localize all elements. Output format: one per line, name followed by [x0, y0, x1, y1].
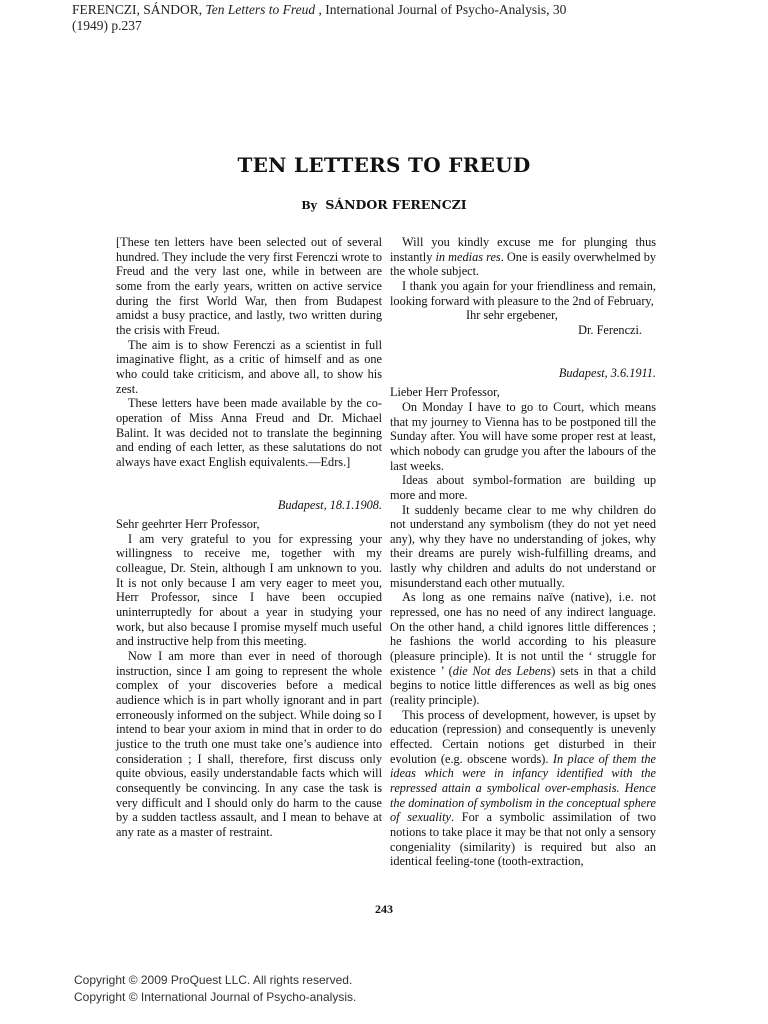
right-column [390, 235, 656, 869]
letter-paragraph [390, 235, 656, 279]
copyright-notice [74, 972, 356, 1006]
italic-text: die Not des Lebens [452, 663, 552, 678]
editor-intro-paragraph: [These ten letters have been selected out of several hundred. They include the very first Ferenczi wrote to Freud and the very last one, while in between are some from the early years, written on active service during the first World War, then from Budapest amidst a busy practice, and lastly, two written during the crisis with Freud. [116, 235, 382, 337]
letter-paragraph: Now I am more than ever in need of thorough instruction, since I am going to represent the whole complex of your discoveries before a medical audience which is in part wholly ignorant and in part erroneously informed on the subject. While doing so I intend to bear your axiom in mind that in order to do justice to the truth one must take one’s audience into consideration ; I shall, therefore, first discuss only quite obvious, easily understandable facts which will consequently be convincing. In any case the task is very difficult and I should only do harm to the cause by a sudden tactless assault, and I mean to behave at any rate as a master of restraint. [116, 649, 382, 839]
letter-date: Budapest, 18.1.1908. [277, 497, 382, 512]
letter-paragraph: It suddenly became clear to me why children do not understand any symbolism (they do not yet need any), why they have no understanding of jokes, why their dreams are purely wish-fulfilling dreams, and lastly why children and adults do not understand or misunderstand each other mutually. [390, 502, 656, 590]
letter-date: Budapest, 3.6.1911. [558, 365, 656, 380]
byline-by: By [301, 199, 318, 212]
text-segment: . For a symbolic assimilation of two notions to take place it may be that not only a sensory congeniality (similarity) is required but also an identical feeling-tone (tooth-extraction, [390, 810, 656, 869]
editor-intro-paragraph: The aim is to show Ferenczi as a scientist in full imaginative flight, as a critic of himself and as one who could take criticism, and above all, to show his zest. [116, 337, 382, 396]
citation-header [72, 2, 592, 34]
letter-signature: Dr. Ferenczi. [578, 322, 642, 337]
letter-paragraph: Ideas about symbol-formation are building up more and more. [390, 473, 656, 502]
page-number: 243 [375, 902, 393, 916]
byline [0, 197, 768, 212]
letter-paragraph: I am very grateful to you for expressing your willingness to receive me, together with my colleague, Dr. Stein, although I am unknown to you. It is not only because I am very eager to meet you, Herr Professor, since I have been occupied uninterruptedly for about a year in studying your work, but also because I promise myself much useful and instructive help from this meeting. [116, 531, 382, 649]
letter-salutation: Sehr geehrter Herr Professor, [116, 517, 260, 532]
text-segment: . One is easily overwhelmed by the whole subject. [390, 249, 657, 279]
article-title: TEN LETTERS TO FREUD [237, 153, 531, 177]
text-segment: Will you kindly excuse me for plunging thus instantly [390, 235, 656, 264]
copyright-line: Copyright © 2009 ProQuest LLC. All rights reserved. [74, 973, 353, 987]
editor-intro-paragraph: These letters have been made available by the co-operation of Miss Anna Freud and Dr. Michael Balint. It was decided not to translate the beginning and ending of each letter, as these salutations do not always have exact English equivalents.—Edrs.] [116, 396, 382, 469]
citation-author: FERENCZI, SÁNDOR, [72, 2, 206, 17]
text-segment: ) sets in that a child begins to notice little differences as well as big ones (reality principle). [390, 663, 656, 708]
letter-paragraph [390, 590, 656, 707]
letter-salutation: Lieber Herr Professor, [390, 385, 500, 400]
letter-closing: Ihr sehr ergebener, [466, 308, 558, 323]
citation-article-title: Ten Letters to Freud [205, 2, 316, 17]
citation-year-page: (1949) p.237 [72, 18, 142, 33]
copyright-line: Copyright © International Journal of Psycho-analysis. [74, 990, 357, 1004]
letter-paragraph [390, 708, 656, 869]
letter-paragraph: On Monday I have to go to Court, which means that my journey to Vienna has to be postponed till the Sunday after. You will have some proper rest at least, which nobody can grudge you after the labours of the last weeks. [390, 399, 656, 473]
italic-text: In place of them the ideas which were in infancy identified with the repressed attain a symbolical over-emphasis. Hence the domination of symbolism in the conceptual sphere of sexuality [390, 751, 656, 825]
byline-author: SÁNDOR FERENCZI [325, 197, 467, 212]
letter-paragraph: I thank you again for your friendliness and remain, looking forward with pleasure to the 2nd of February, [390, 278, 656, 308]
left-column [116, 235, 382, 840]
text-segment: As long as one remains naïve (native), i.e. not repressed, one has no need of any indirect language. On the other hand, a child ignores little differences ; he fashions the world according to his pleasure (pleasure principle). It is not until the ‘ struggle for existence ’ ( [390, 590, 656, 678]
text-segment: This process of development, however, is upset by education (repression) and consequently is unevenly effected. Certain notions get disturbed in their evolution (e.g. obscene words). [390, 707, 656, 766]
citation-journal: , International Journal of Psycho-Analysis, 30 [315, 2, 567, 17]
italic-text: in medias res [435, 249, 501, 264]
